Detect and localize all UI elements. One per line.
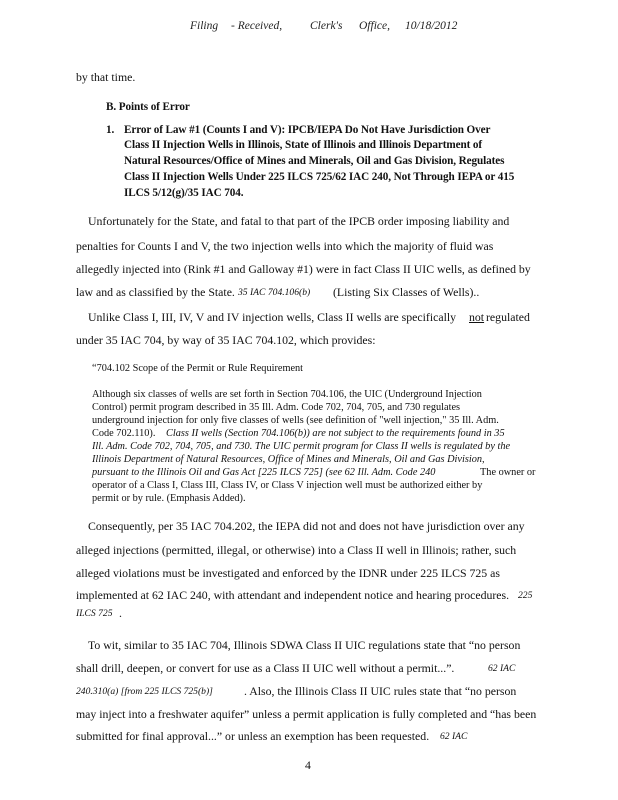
header-date: 10/18/2012: [405, 20, 458, 32]
citation: 62 IAC: [440, 731, 468, 742]
quote-line: Code 702.110).: [92, 428, 156, 439]
paragraph-line: submitted for final approval...” or unless an exemption has been requested.: [76, 729, 430, 743]
paragraph-line: allegedly injected into (Rink #1 and Galloway #1) were in fact Class II UIC wells, as defined by: [76, 262, 531, 276]
header-received: - Received,: [231, 20, 283, 32]
section-heading: B. Points of Error: [106, 101, 190, 113]
quote-italic: Ill. Adm. Code 702, 704, 705, and 730. The UIC permit program for Class II wells is regulated by the: [92, 441, 511, 452]
paragraph-line: may inject into a freshwater aquifer” unless a permit application is fully completed and “has been: [76, 707, 537, 721]
paragraph-line: To wit, similar to 35 IAC 704, Illinois SDWA Class II UIC regulations state that “no person: [88, 638, 521, 652]
paragraph-line: Consequently, per 35 IAC 704.202, the IEPA did not and does not have jurisdiction over any: [88, 519, 525, 533]
error-heading-line: Class II Injection Wells Under 225 ILCS 725/62 IAC 240, Not Through IEPA or 415: [124, 171, 515, 183]
period: .: [119, 606, 122, 620]
paragraph-line: alleged violations must be investigated and enforced by the IDNR under 225 ILCS 725 as: [76, 566, 500, 580]
citation: 62 IAC: [488, 663, 516, 674]
paragraph-line: (Listing Six Classes of Wells)..: [333, 285, 480, 299]
citation: 240.310(a) [from 225 ILCS 725(b)]: [76, 686, 213, 697]
paragraph-line: shall drill, deepen, or convert for use as a Class II UIC well without a permit...”.: [76, 661, 455, 675]
quote-italic: pursuant to the Illinois Oil and Gas Act [225 ILCS 725] (see 62 Ill. Adm. Code 240: [92, 467, 436, 478]
paragraph-line: implemented at 62 IAC 240, with attendant and independent notice and hearing procedures.: [76, 588, 510, 602]
paragraph-line: law and as classified by the State.: [76, 285, 235, 299]
header-filing: Filing: [190, 20, 219, 32]
error-number: 1.: [106, 124, 115, 136]
paragraph-line: regulated: [486, 310, 530, 324]
paragraph-line: Unfortunately for the State, and fatal to that part of the IPCB order imposing liability and: [88, 214, 510, 228]
emphasis-not: not: [469, 310, 485, 324]
citation: 35 IAC 704.106(b): [238, 287, 311, 298]
error-heading-line: ILCS 5/12(g)/35 IAC 704.: [124, 187, 244, 199]
quote-italic: Illinois Department of Natural Resources, Office of Mines and Minerals, Oil and Gas Division,: [92, 454, 485, 465]
quote-line: permit or by rule. (Emphasis Added).: [92, 493, 246, 504]
header-office: Office,: [359, 20, 390, 32]
quote-line: operator of a Class I, Class III, Class IV, or Class V injection well must be authorized either by: [92, 480, 483, 491]
quote-italic: Class II wells (Section 704.106(b)) are not subject to the requirements found in 35: [166, 428, 505, 439]
paragraph-line: alleged injections (permitted, illegal, or otherwise) into a Class II well in Illinois; rather, such: [76, 543, 517, 557]
error-heading-line: Class II Injection Wells in Illinois, State of Illinois and Illinois Department of: [124, 139, 483, 151]
quote-title: “704.102 Scope of the Permit or Rule Requirement: [92, 363, 304, 374]
citation: ILCS 725: [76, 608, 113, 619]
quote-line: Control) permit program described in 35 Ill. Adm. Code 702, 704, 705, and 730 regulates: [92, 402, 461, 413]
text-line: by that time.: [76, 70, 136, 84]
paragraph-line: Unlike Class I, III, IV, V and IV injection wells, Class II wells are specifically: [88, 310, 457, 324]
error-heading-line: Natural Resources/Office of Mines and Minerals, Oil and Gas Division, Regulates: [124, 155, 505, 167]
citation: 225: [518, 590, 533, 601]
quote-line: The owner or: [480, 467, 536, 478]
paragraph-line: under 35 IAC 704, by way of 35 IAC 704.102, which provides:: [76, 333, 376, 347]
error-heading-line: Error of Law #1 (Counts I and V): IPCB/IEPA Do Not Have Jurisdiction Over: [124, 124, 491, 136]
paragraph-line: penalties for Counts I and V, the two injection wells into which the majority of fluid was: [76, 239, 494, 253]
header-clerks: Clerk's: [310, 20, 343, 32]
quote-line: underground injection for only five classes of wells (see definition of "well injection," 35 Ill. Adm.: [92, 415, 499, 426]
quote-line: Although six classes of wells are set forth in Section 704.106, the UIC (Underground Injection: [92, 389, 482, 400]
paragraph-line: . Also, the Illinois Class II UIC rules state that “no person: [244, 684, 517, 698]
page-number: 4: [305, 758, 311, 772]
